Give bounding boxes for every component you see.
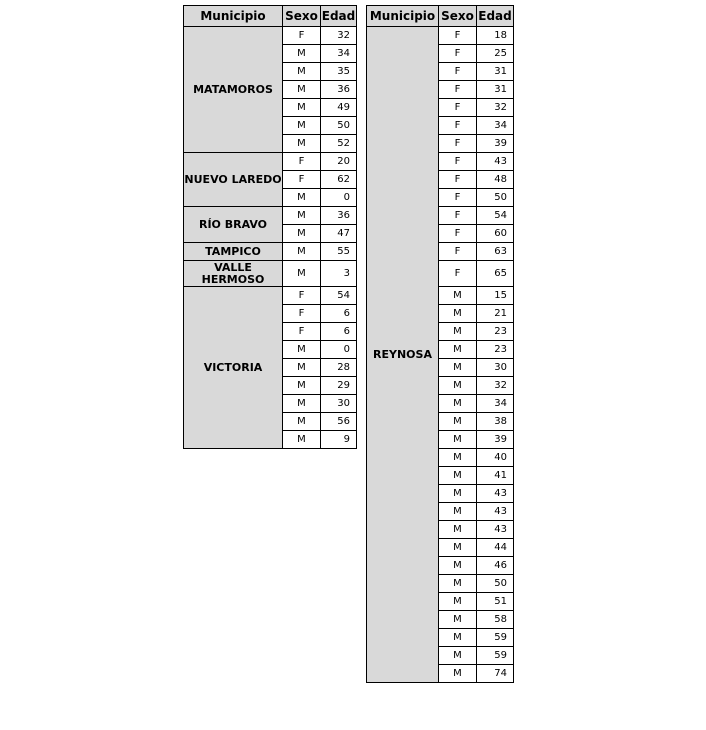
edad-cell: 34 [477, 395, 514, 413]
sexo-cell: M [439, 521, 477, 539]
sexo-cell: F [439, 189, 477, 207]
edad-cell: 30 [477, 359, 514, 377]
sexo-cell: M [283, 207, 321, 225]
edad-cell: 28 [321, 359, 357, 377]
sexo-cell: M [283, 359, 321, 377]
edad-cell: 36 [321, 81, 357, 99]
sexo-cell: M [439, 629, 477, 647]
sexo-cell: M [439, 539, 477, 557]
table-row [184, 287, 357, 305]
edad-cell: 40 [477, 449, 514, 467]
edad-cell: 43 [477, 153, 514, 171]
sexo-cell: M [439, 647, 477, 665]
header-sexo: Sexo [283, 6, 321, 27]
edad-cell: 43 [477, 521, 514, 539]
edad-cell: 0 [321, 189, 357, 207]
table-row [184, 261, 357, 287]
header-edad: Edad [477, 6, 514, 27]
edad-cell: 38 [477, 413, 514, 431]
sexo-cell: F [439, 81, 477, 99]
sexo-cell: F [439, 63, 477, 81]
edad-cell: 32 [321, 27, 357, 45]
municipio-cell: VALLE HERMOSO [184, 261, 283, 287]
sexo-cell: M [283, 45, 321, 63]
sexo-cell: M [439, 323, 477, 341]
municipio-cell: REYNOSA [367, 27, 439, 683]
sexo-cell: F [439, 207, 477, 225]
sexo-cell: M [283, 243, 321, 261]
sexo-cell: M [439, 503, 477, 521]
header-sexo: Sexo [439, 6, 477, 27]
sexo-cell: M [439, 485, 477, 503]
edad-cell: 59 [477, 647, 514, 665]
sexo-cell: F [439, 243, 477, 261]
edad-cell: 15 [477, 287, 514, 305]
edad-cell: 58 [477, 611, 514, 629]
edad-cell: 65 [477, 261, 514, 287]
sexo-cell: M [283, 117, 321, 135]
sexo-cell: M [439, 575, 477, 593]
edad-cell: 56 [321, 413, 357, 431]
header-municipio: Municipio [367, 6, 439, 27]
edad-cell: 20 [321, 153, 357, 171]
sexo-cell: M [283, 431, 321, 449]
sexo-cell: F [439, 153, 477, 171]
edad-cell: 49 [321, 99, 357, 117]
edad-cell: 34 [321, 45, 357, 63]
edad-cell: 74 [477, 665, 514, 683]
edad-cell: 39 [477, 135, 514, 153]
edad-cell: 63 [477, 243, 514, 261]
sexo-cell: F [439, 99, 477, 117]
sexo-cell: F [439, 117, 477, 135]
edad-cell: 43 [477, 485, 514, 503]
edad-cell: 50 [477, 575, 514, 593]
sexo-cell: F [439, 135, 477, 153]
edad-cell: 46 [477, 557, 514, 575]
table-row [184, 207, 357, 225]
sexo-cell: F [283, 171, 321, 189]
edad-cell: 23 [477, 341, 514, 359]
sexo-cell: F [283, 153, 321, 171]
sexo-cell: M [439, 593, 477, 611]
edad-cell: 47 [321, 225, 357, 243]
sexo-cell: F [439, 261, 477, 287]
sexo-cell: M [439, 467, 477, 485]
table-row [184, 27, 357, 45]
sexo-cell: M [283, 341, 321, 359]
sexo-cell: M [439, 449, 477, 467]
edad-cell: 31 [477, 81, 514, 99]
sexo-cell: M [283, 225, 321, 243]
edad-cell: 48 [477, 171, 514, 189]
sexo-cell: M [439, 665, 477, 683]
edad-cell: 62 [321, 171, 357, 189]
table-row [184, 153, 357, 171]
sexo-cell: M [283, 413, 321, 431]
sexo-cell: M [439, 395, 477, 413]
edad-cell: 21 [477, 305, 514, 323]
sexo-cell: F [439, 171, 477, 189]
municipio-cell: VICTORIA [184, 287, 283, 449]
edad-cell: 35 [321, 63, 357, 81]
header-row [184, 6, 357, 27]
edad-cell: 59 [477, 629, 514, 647]
sexo-cell: M [439, 413, 477, 431]
sexo-cell: M [439, 611, 477, 629]
edad-cell: 50 [477, 189, 514, 207]
table-row [367, 27, 514, 45]
sexo-cell: M [283, 63, 321, 81]
edad-cell: 52 [321, 135, 357, 153]
sexo-cell: M [439, 359, 477, 377]
edad-cell: 44 [477, 539, 514, 557]
edad-cell: 31 [477, 63, 514, 81]
sexo-cell: M [283, 261, 321, 287]
header-municipio: Municipio [184, 6, 283, 27]
edad-cell: 30 [321, 395, 357, 413]
edad-cell: 54 [321, 287, 357, 305]
edad-cell: 32 [477, 377, 514, 395]
edad-cell: 25 [477, 45, 514, 63]
edad-cell: 34 [477, 117, 514, 135]
edad-cell: 0 [321, 341, 357, 359]
edad-cell: 36 [321, 207, 357, 225]
sexo-cell: F [283, 305, 321, 323]
edad-cell: 9 [321, 431, 357, 449]
municipio-cell: TAMPICO [184, 243, 283, 261]
edad-cell: 29 [321, 377, 357, 395]
sexo-cell: M [439, 431, 477, 449]
header-edad: Edad [321, 6, 357, 27]
edad-cell: 60 [477, 225, 514, 243]
sexo-cell: M [439, 557, 477, 575]
edad-cell: 6 [321, 305, 357, 323]
table-row [184, 243, 357, 261]
sexo-cell: F [283, 287, 321, 305]
sexo-cell: F [439, 27, 477, 45]
edad-cell: 55 [321, 243, 357, 261]
sexo-cell: M [439, 377, 477, 395]
edad-cell: 32 [477, 99, 514, 117]
edad-cell: 50 [321, 117, 357, 135]
table-right [366, 5, 514, 683]
edad-cell: 54 [477, 207, 514, 225]
edad-cell: 3 [321, 261, 357, 287]
sexo-cell: F [283, 27, 321, 45]
edad-cell: 23 [477, 323, 514, 341]
edad-cell: 6 [321, 323, 357, 341]
municipio-cell: MATAMOROS [184, 27, 283, 153]
edad-cell: 39 [477, 431, 514, 449]
sexo-cell: M [283, 377, 321, 395]
sexo-cell: M [439, 305, 477, 323]
municipio-cell: NUEVO LAREDO [184, 153, 283, 207]
table-left [183, 5, 357, 449]
sexo-cell: M [283, 189, 321, 207]
sexo-cell: M [283, 81, 321, 99]
sexo-cell: M [439, 341, 477, 359]
municipio-cell: RÍO BRAVO [184, 207, 283, 243]
sexo-cell: M [439, 287, 477, 305]
edad-cell: 51 [477, 593, 514, 611]
edad-cell: 41 [477, 467, 514, 485]
sexo-cell: F [283, 323, 321, 341]
header-row [367, 6, 514, 27]
edad-cell: 18 [477, 27, 514, 45]
sexo-cell: M [283, 395, 321, 413]
sexo-cell: F [439, 45, 477, 63]
edad-cell: 43 [477, 503, 514, 521]
sexo-cell: M [283, 135, 321, 153]
sexo-cell: M [283, 99, 321, 117]
sexo-cell: F [439, 225, 477, 243]
